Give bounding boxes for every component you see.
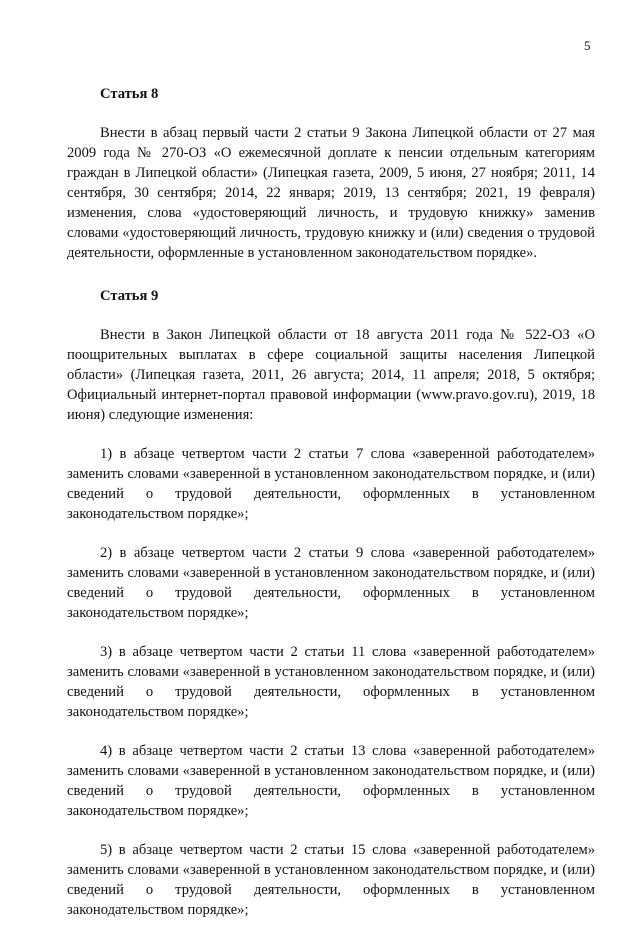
page-number: 5: [584, 38, 591, 53]
document-body: [67, 84, 595, 939]
article-8-text: Внести в абзац первый части 2 статьи 9 Закона Липецкой области от 27 мая 2009 года № 270-ОЗ «О ежемесячной доплате к пенсии отдельным категориям граждан в Липецкой области» (Липецкая газета, 2009, 5 июня, 27 ноября; 2011, 14 сентября, 30 сентября; 2014, 22 января; 2019, 13 сентября; 2021, 19 февраля) изменения, слова «удостоверяющий личность, и трудовую книжку» заменив словами «удостоверяющий личность, трудовую книжку и (или) сведения о трудовой деятельности, оформленные в установленном законодательством порядке».: [67, 125, 595, 261]
amendment-item-4: 4) в абзаце четвертом части 2 статьи 13 слова «заверенной работодателем» заменить словами «заверенной в установленном законодательством порядке, и (или) сведений о трудовой деятельности, оформленных в установленном законодательством порядке»;: [67, 743, 595, 819]
amendment-item-5: 5) в абзаце четвертом части 2 статьи 15 слова «заверенной работодателем» заменить словами «заверенной в установленном законодательством порядке, и (или) сведений о трудовой деятельности, оформленных в установленном законодательством порядке»;: [67, 842, 595, 918]
amendment-item-3: 3) в абзаце четвертом части 2 статьи 11 слова «заверенной работодателем» заменить словами «заверенной в установленном законодательством порядке, и (или) сведений о трудовой деятельности, оформленных в установленном законодательством порядке»;: [67, 644, 595, 720]
article-9-heading: Статья 9: [100, 288, 159, 304]
amendment-item-2: 2) в абзаце четвертом части 2 статьи 9 слова «заверенной работодателем» заменить словами «заверенной в установленном законодательством порядке, и (или) сведений о трудовой деятельности, оформленных в установленном законодательством порядке»;: [67, 545, 595, 621]
article-8-heading: Статья 8: [100, 86, 159, 102]
article-9-intro: Внести в Закон Липецкой области от 18 августа 2011 года № 522-ОЗ «О поощрительных выплатах в сфере социальной защиты населения Липецкой области» (Липецкая газета, 2011, 26 августа; 2014, 11 апреля; 2018, 5 октября; Официальный интернет-портал правовой информации (www.pravo.gov.ru), 2019, 18 июня) следующие изменения:: [67, 327, 595, 423]
amendment-item-1: 1) в абзаце четвертом части 2 статьи 7 слова «заверенной работодателем» заменить словами «заверенной в установленном законодательством порядке, и (или) сведений о трудовой деятельности, оформленных в установленном законодательством порядке»;: [67, 446, 595, 522]
